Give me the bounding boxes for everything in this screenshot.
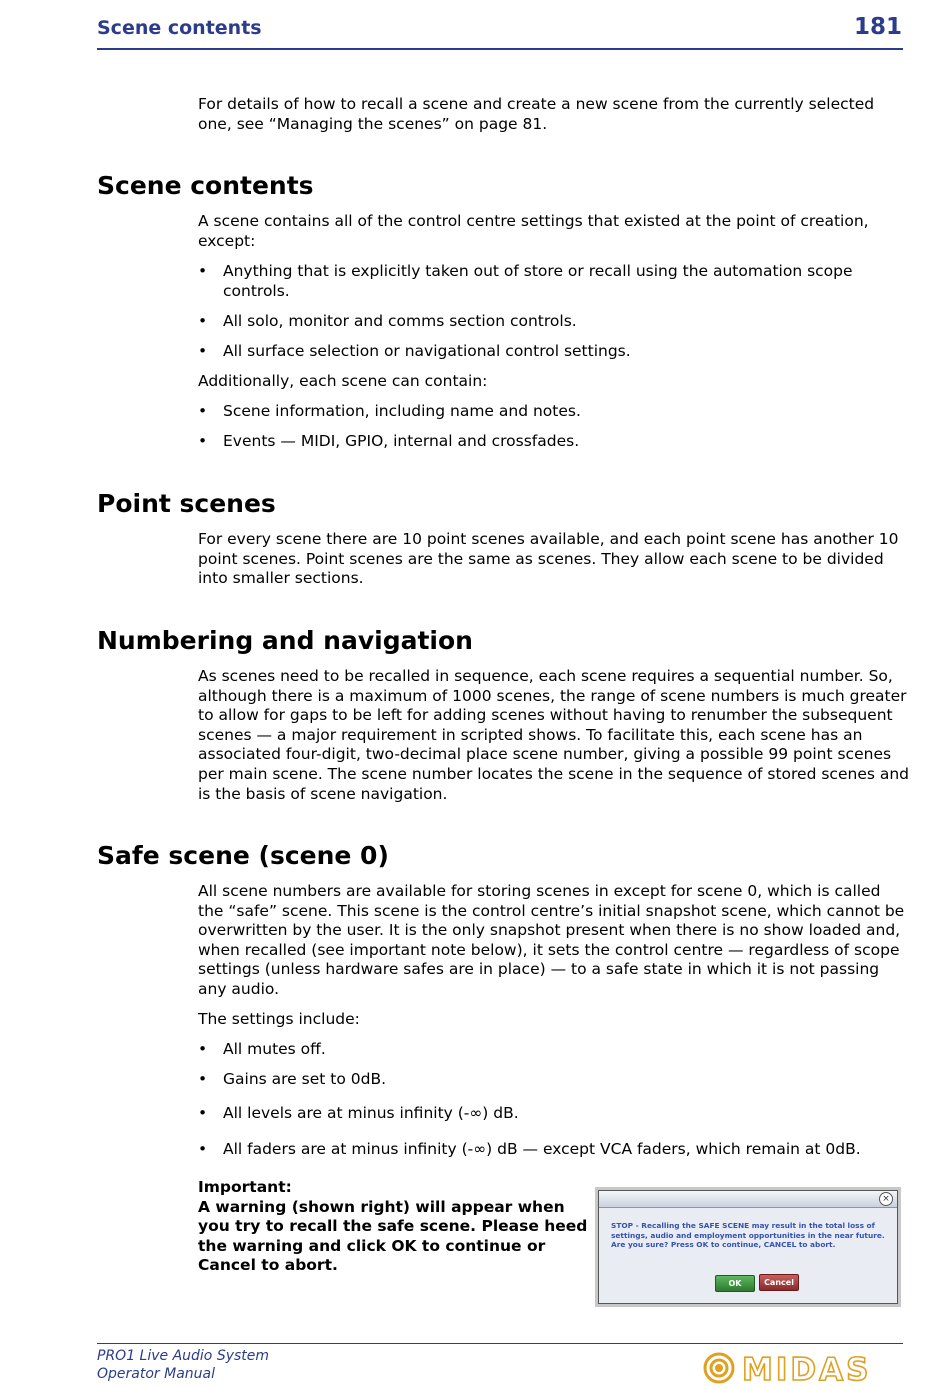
intro-paragraph: For details of how to recall a scene and create a new scene from the currently selected one, see “Managing the scenes” on page 81. — [198, 95, 875, 133]
dialog-title-bar — [599, 1191, 897, 1208]
list-item: • Gains are set to 0dB. — [198, 1070, 386, 1088]
midas-logo — [702, 1351, 904, 1385]
numbering-paragraph: As scenes need to be recalled in sequence, each scene requires a sequential number. So, although there is a maximum of 1000 scenes, the range of scene numbers is much greater to allow for gaps to be left for adding scenes without having to renumber the subsequent scenes — a major requirement in scripted shows. To facilitate this, each scene has an associated four-digit, two-decimal place scene number, giving a possible 99 point scenes per main scene. The scene number locates the scene in the sequence of stored scenes and is the basis of scene navigation. — [198, 667, 910, 803]
important-text: A warning (shown right) will appear when you try to recall the safe scene. Please heed the warning and click OK to continue or Cancel to abort. — [198, 1197, 588, 1275]
svg-text:MIDAS: MIDAS — [742, 1352, 872, 1385]
important-label: Important: — [198, 1178, 292, 1196]
heading-scene-contents: Scene contents — [97, 171, 314, 200]
list-item: • Anything that is explicitly taken out of store or recall using the automation scope controls. — [198, 262, 853, 300]
close-icon[interactable]: × — [879, 1192, 893, 1206]
header-rule — [97, 48, 903, 50]
list-item: • All faders are at minus infinity (-∞) dB — except VCA faders, which remain at 0dB. — [198, 1140, 861, 1158]
cancel-button[interactable]: Cancel — [759, 1274, 799, 1291]
warning-dialog — [598, 1190, 898, 1304]
heading-safe-scene: Safe scene (scene 0) — [97, 841, 389, 870]
footer-product: PRO1 Live Audio System — [97, 1348, 270, 1364]
contents-paragraph-2: Additionally, each scene can contain: — [198, 372, 488, 390]
list-item: • All solo, monitor and comms section controls. — [198, 312, 577, 330]
important-note — [198, 1178, 588, 1276]
safe-paragraph-2: The settings include: — [198, 1010, 360, 1028]
list-item: • All mutes off. — [198, 1040, 326, 1058]
footer-manual: Operator Manual — [97, 1366, 215, 1382]
heading-numbering: Numbering and navigation — [97, 626, 473, 655]
page-number: 181 — [853, 14, 902, 40]
point-paragraph: For every scene there are 10 point scenes available, and each point scene has another 10 point scenes. Point scenes are the same as scenes. They allow each scene to be divided into smaller sections. — [198, 530, 899, 588]
dialog-message: STOP - Recalling the SAFE SCENE may result in the total loss of settings, audio and employment opportunities in the near future. Are you sure? Press OK to continue, CANCEL to abort. — [611, 1221, 885, 1250]
ok-button[interactable]: OK — [715, 1275, 755, 1292]
list-item: • Scene information, including name and notes. — [198, 402, 581, 420]
heading-point-scenes: Point scenes — [97, 489, 276, 518]
list-item: • All levels are at minus infinity (-∞) dB. — [198, 1104, 519, 1122]
list-item: • All surface selection or navigational control settings. — [198, 342, 631, 360]
contents-paragraph-1: A scene contains all of the control centre settings that existed at the point of creation, except: — [198, 212, 869, 250]
safe-paragraph-1: All scene numbers are available for storing scenes in except for scene 0, which is called the “safe” scene. This scene is the control centre’s initial snapshot scene, which cannot be overwritten by the user. It is the only snapshot present when there is no show loaded and, when recalled (see important note below), it sets the control centre — regardless of scope settings (unless hardware safes are in place) — to a safe state in which it is not passing any audio. — [198, 882, 905, 998]
header-title: Scene contents — [97, 17, 262, 39]
list-item: • Events — MIDI, GPIO, internal and crossfades. — [198, 432, 580, 450]
footer-rule — [97, 1343, 903, 1344]
